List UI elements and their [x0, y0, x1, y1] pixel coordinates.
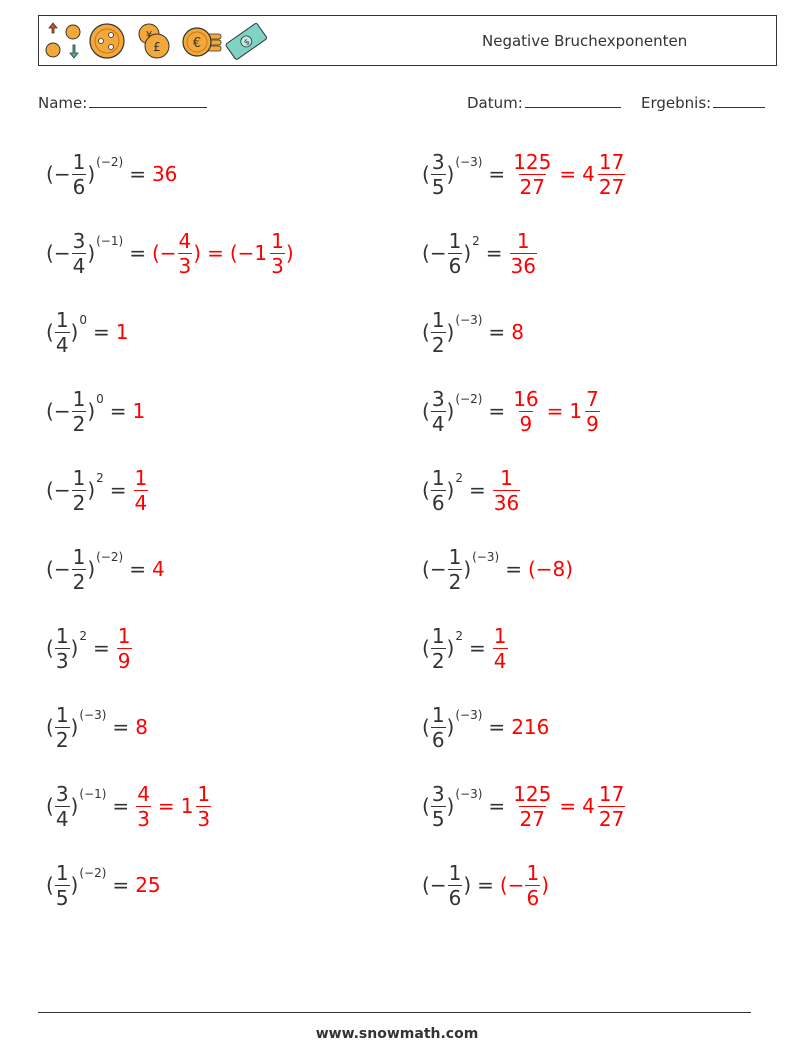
date-label: Datum: [467, 94, 523, 112]
close-paren: ) [70, 873, 79, 897]
answer-fraction-denominator: 4 [134, 490, 148, 515]
open-paren: ( [422, 399, 430, 423]
ripple-coin-icon [90, 24, 124, 58]
answer-fraction [493, 465, 520, 515]
close-paren: ) [87, 162, 96, 186]
base-sign: − [53, 478, 71, 502]
base-fraction [431, 702, 446, 752]
name-label: Name: [38, 94, 88, 112]
answer [492, 465, 521, 515]
close-paren: ) [70, 636, 79, 660]
open-paren: ( [422, 241, 430, 265]
base-fraction [431, 307, 446, 357]
answer-fraction-denominator: 9 [519, 411, 533, 436]
base-fraction-numerator: 1 [431, 307, 445, 332]
base-fraction-numerator: 1 [448, 544, 462, 569]
answer [509, 228, 538, 278]
base-fraction-denominator: 5 [55, 885, 69, 910]
exponent: (−3) [455, 787, 483, 801]
mixed-fraction [585, 386, 600, 436]
base-fraction [431, 386, 446, 436]
answer-fraction-numerator: 1 [134, 465, 148, 490]
base-fraction-numerator: 1 [72, 544, 86, 569]
answer-sign: (− [151, 241, 177, 265]
problem-item [46, 539, 165, 599]
mixed-fraction [270, 228, 285, 278]
result-field [641, 93, 765, 112]
mixed-fraction-numerator: 1 [271, 228, 284, 253]
base-fraction [55, 623, 70, 673]
equals-sign: = [112, 794, 130, 818]
exponent: 0 [79, 313, 87, 327]
problem-item [422, 539, 573, 599]
svg-text:£: £ [153, 40, 161, 54]
open-paren: ( [46, 399, 54, 423]
answer [116, 320, 129, 344]
base-fraction [55, 307, 70, 357]
mixed-fraction-denominator: 3 [197, 806, 211, 831]
equals-sign: = [112, 873, 130, 897]
problem-item [46, 697, 148, 757]
base-fraction-numerator: 1 [448, 860, 462, 885]
answer [151, 228, 294, 278]
problem-item [422, 697, 549, 757]
open-paren: ( [422, 557, 430, 581]
answer-fraction [493, 623, 508, 673]
problem-item [422, 855, 549, 915]
open-paren: ( [46, 873, 54, 897]
exponent: (−1) [96, 234, 124, 248]
base-fraction [431, 623, 446, 673]
problem-item [46, 855, 161, 915]
base-fraction-denominator: 6 [431, 490, 445, 515]
answer-value: 8 [511, 320, 524, 344]
base-fraction [72, 386, 87, 436]
close-paren: ) [446, 162, 455, 186]
exponent: 2 [79, 629, 87, 643]
base-fraction-numerator: 3 [72, 228, 86, 253]
answer [133, 465, 150, 515]
answer-fraction-denominator: 6 [526, 885, 540, 910]
base-fraction-denominator: 2 [55, 727, 69, 752]
answer-fraction-numerator: 1 [526, 860, 540, 885]
mixed-fraction-denominator: 27 [598, 806, 625, 831]
problem-item [46, 618, 133, 678]
close-paren: ) [87, 557, 96, 581]
close-paren: ) [463, 241, 472, 265]
equals-sign: = [488, 715, 506, 739]
base-fraction [72, 228, 87, 278]
base-fraction-numerator: 1 [448, 228, 462, 253]
answer [511, 715, 549, 739]
equals-sign: = [559, 794, 577, 818]
close-paren: ) [446, 478, 455, 502]
mixed-integer: 1 [569, 399, 583, 423]
base-fraction-denominator: 2 [431, 332, 445, 357]
base-fraction-denominator: 2 [72, 411, 86, 436]
base-fraction-numerator: 1 [55, 860, 69, 885]
close-paren: ) [446, 794, 455, 818]
footer-url: www.snowmath.com [315, 1026, 479, 1042]
exponent: (−2) [96, 155, 124, 169]
base-fraction [448, 860, 463, 910]
base-fraction-denominator: 2 [72, 569, 86, 594]
answer [116, 623, 133, 673]
answer-fraction [117, 623, 132, 673]
base-fraction-numerator: 3 [55, 781, 69, 806]
problem-item [46, 460, 149, 520]
footer-divider [38, 1012, 751, 1013]
answer-fraction [512, 781, 552, 831]
answer-value: 4 [151, 557, 165, 581]
exponent: (−1) [79, 787, 107, 801]
equals-sign: = [469, 478, 486, 502]
worksheet-title: Negative Bruchexponenten [482, 32, 688, 50]
problem-item [422, 302, 524, 362]
problem-item [422, 144, 626, 204]
base-fraction-numerator: 3 [431, 149, 445, 174]
problem-item [422, 223, 538, 283]
problem-item [46, 381, 145, 441]
answer-value: 1 [132, 399, 146, 423]
header-icons [43, 20, 273, 62]
mixed-integer: 1 [180, 794, 194, 818]
svg-text:€: € [192, 36, 202, 51]
mixed-prefix: (−1 [229, 241, 268, 265]
exponent: 2 [96, 471, 104, 485]
open-paren: ( [422, 873, 430, 897]
equals-sign: = [488, 162, 506, 186]
close-paren: ) [87, 478, 96, 502]
answer-fraction-denominator: 27 [519, 806, 545, 831]
name-field [38, 93, 207, 112]
mixed-integer: 4 [582, 794, 595, 818]
open-paren: ( [422, 794, 430, 818]
exponent: 2 [455, 471, 463, 485]
base-sign: − [429, 241, 447, 265]
answer-fraction-numerator: 4 [178, 228, 192, 253]
name-blank[interactable] [89, 93, 207, 108]
answer [511, 781, 626, 831]
answer-fraction [136, 781, 151, 831]
answer-fraction-denominator: 3 [137, 806, 150, 831]
base-fraction-denominator: 6 [431, 727, 445, 752]
mixed-fraction-numerator: 17 [598, 149, 625, 174]
answer-fraction-numerator: 125 [513, 149, 552, 174]
close-paren: ) [463, 557, 472, 581]
base-sign: − [53, 399, 71, 423]
equals-sign: = [546, 399, 564, 423]
equals-sign: = [559, 162, 577, 186]
mixed-fraction-denominator: 3 [271, 253, 284, 278]
base-fraction-denominator: 6 [448, 253, 462, 278]
base-fraction-denominator: 4 [72, 253, 86, 278]
currency-exchange-icon [46, 23, 80, 58]
open-paren: ( [422, 715, 430, 739]
base-fraction-numerator: 1 [55, 702, 69, 727]
base-fraction-denominator: 5 [431, 174, 445, 199]
answer-fraction [178, 228, 193, 278]
answer-fraction [510, 228, 537, 278]
base-fraction-numerator: 1 [55, 623, 69, 648]
exponent: 2 [455, 629, 463, 643]
answer-fraction [525, 860, 540, 910]
close-paren: ) [70, 715, 79, 739]
base-fraction-denominator: 4 [431, 411, 445, 436]
equals-sign: = [485, 241, 503, 265]
yen-pound-coins-icon [139, 24, 169, 58]
answer-fraction-denominator: 3 [178, 253, 192, 278]
open-paren: ( [422, 320, 430, 344]
exponent: 2 [472, 234, 480, 248]
answer [135, 781, 212, 831]
answer [492, 623, 509, 673]
equals-sign: = [129, 162, 146, 186]
base-fraction-numerator: 3 [431, 781, 445, 806]
base-fraction-denominator: 3 [55, 648, 69, 673]
exponent: (−2) [96, 550, 124, 564]
base-fraction [448, 544, 463, 594]
equals-sign: = [477, 873, 494, 897]
answer-fraction-numerator: 4 [137, 781, 150, 806]
answer [499, 860, 549, 910]
equals-sign: = [488, 399, 506, 423]
mixed-fraction [598, 149, 625, 199]
answer-fraction [134, 465, 149, 515]
open-paren: ( [46, 794, 54, 818]
svg-text:$: $ [242, 37, 252, 48]
base-sign: − [53, 241, 71, 265]
answer-sign: (− [499, 873, 525, 897]
answer [133, 399, 146, 423]
mixed-fraction [196, 781, 211, 831]
problem-item [422, 460, 521, 520]
mixed-fraction-numerator: 1 [197, 781, 211, 806]
open-paren: ( [422, 636, 430, 660]
close-paren: ) [87, 241, 96, 265]
answer-value: 8 [135, 715, 148, 739]
mixed-fraction-denominator: 27 [598, 174, 625, 199]
base-sign: − [429, 873, 447, 897]
base-fraction [55, 781, 70, 831]
close-paren: ) [446, 636, 455, 660]
worksheet-header [38, 15, 777, 66]
base-fraction [55, 702, 70, 752]
answer [152, 557, 165, 581]
answer-fraction-denominator: 27 [519, 174, 545, 199]
mixed-fraction-numerator: 7 [586, 386, 599, 411]
base-fraction-denominator: 2 [431, 648, 445, 673]
date-field [467, 93, 621, 112]
base-fraction [448, 228, 463, 278]
base-fraction [72, 149, 87, 199]
base-fraction [72, 465, 87, 515]
problem-item [422, 381, 601, 441]
base-fraction [431, 781, 446, 831]
answer-value: (−8) [527, 557, 574, 581]
problem-item [422, 618, 509, 678]
equals-sign: = [93, 320, 110, 344]
open-paren: ( [422, 162, 430, 186]
exponent: (−3) [455, 708, 483, 722]
base-fraction-numerator: 1 [431, 702, 445, 727]
open-paren: ( [422, 478, 430, 502]
open-paren: ( [46, 715, 54, 739]
base-fraction [431, 149, 446, 199]
base-fraction-denominator: 4 [55, 806, 69, 831]
answer-fraction-numerator: 125 [513, 781, 552, 806]
svg-text:¥: ¥ [145, 30, 153, 41]
result-blank[interactable] [713, 93, 765, 108]
answer-fraction-denominator: 36 [510, 253, 536, 278]
open-paren: ( [46, 320, 54, 344]
base-fraction [431, 465, 446, 515]
close-paren: ) [463, 873, 472, 897]
base-fraction-denominator: 2 [72, 490, 86, 515]
equals-sign: = [112, 715, 130, 739]
base-sign: − [53, 557, 71, 581]
mixed-close: ) [285, 241, 294, 265]
exponent: (−3) [455, 313, 483, 327]
exponent: (−3) [455, 155, 483, 169]
problem-item [46, 144, 177, 204]
open-paren: ( [46, 241, 54, 265]
answer-fraction-denominator: 36 [493, 490, 520, 515]
equals-sign: = [488, 794, 506, 818]
base-fraction-numerator: 1 [72, 149, 86, 174]
answer-close: ) [541, 873, 549, 897]
mixed-integer: 4 [582, 162, 595, 186]
answer-fraction-numerator: 1 [117, 623, 131, 648]
open-paren: ( [46, 162, 54, 186]
equals-sign: = [109, 399, 127, 423]
answer-value: 1 [115, 320, 129, 344]
answer-value: 25 [135, 873, 161, 897]
equals-sign: = [469, 636, 486, 660]
base-fraction-numerator: 1 [431, 465, 445, 490]
open-paren: ( [46, 478, 54, 502]
base-fraction-denominator: 4 [55, 332, 69, 357]
base-fraction-denominator: 6 [448, 885, 462, 910]
result-label: Ergebnis: [641, 94, 712, 112]
answer-value: 36 [151, 162, 178, 186]
answer [511, 149, 626, 199]
base-fraction-denominator: 5 [431, 806, 445, 831]
base-fraction-numerator: 3 [431, 386, 445, 411]
answer-fraction [512, 149, 552, 199]
equals-sign: = [93, 636, 110, 660]
answer [528, 557, 573, 581]
answer [152, 162, 177, 186]
answer-fraction-denominator: 4 [493, 648, 507, 673]
close-paren: ) [446, 320, 455, 344]
dollar-banknote-icon [225, 23, 267, 60]
answer-fraction-denominator: 9 [117, 648, 131, 673]
exponent: (−3) [79, 708, 107, 722]
close-paren: ) [446, 715, 455, 739]
problem-item [46, 223, 294, 283]
answer-fraction-numerator: 16 [513, 386, 539, 411]
answer-fraction-numerator: 1 [500, 465, 513, 490]
answer [511, 386, 601, 436]
equals-sign: = [129, 557, 146, 581]
problem-item [422, 776, 626, 836]
equals-sign: = [488, 320, 506, 344]
base-fraction-denominator: 6 [72, 174, 86, 199]
base-fraction-numerator: 1 [55, 307, 69, 332]
equals-sign: = [109, 478, 127, 502]
exponent: (−2) [455, 392, 483, 406]
answer-fraction [512, 386, 539, 436]
answer [511, 320, 524, 344]
euro-coins-icon [183, 28, 221, 56]
answer-close: ) [193, 241, 202, 265]
base-sign: − [53, 162, 71, 186]
base-fraction [72, 544, 87, 594]
problem-item [46, 776, 212, 836]
base-sign: − [429, 557, 447, 581]
date-blank[interactable] [525, 93, 621, 108]
close-paren: ) [87, 399, 96, 423]
equals-sign: = [207, 241, 224, 265]
equals-sign: = [505, 557, 522, 581]
mixed-fraction-numerator: 17 [598, 781, 625, 806]
base-fraction [55, 860, 70, 910]
mixed-fraction [598, 781, 625, 831]
answer-fraction-numerator: 1 [516, 228, 530, 253]
open-paren: ( [46, 636, 54, 660]
close-paren: ) [70, 320, 79, 344]
base-fraction-numerator: 1 [72, 386, 86, 411]
mixed-fraction-denominator: 9 [586, 411, 599, 436]
problem-item [46, 302, 129, 362]
equals-sign: = [129, 241, 146, 265]
answer [135, 873, 160, 897]
close-paren: ) [70, 794, 79, 818]
open-paren: ( [46, 557, 54, 581]
base-fraction-numerator: 1 [431, 623, 445, 648]
exponent: 0 [96, 392, 104, 406]
exponent: (−3) [472, 550, 500, 564]
answer-value: 216 [511, 715, 550, 739]
base-fraction-numerator: 1 [72, 465, 86, 490]
exponent: (−2) [79, 866, 107, 880]
close-paren: ) [446, 399, 455, 423]
answer [135, 715, 148, 739]
equals-sign: = [157, 794, 175, 818]
base-fraction-denominator: 2 [448, 569, 462, 594]
answer-fraction-numerator: 1 [493, 623, 507, 648]
